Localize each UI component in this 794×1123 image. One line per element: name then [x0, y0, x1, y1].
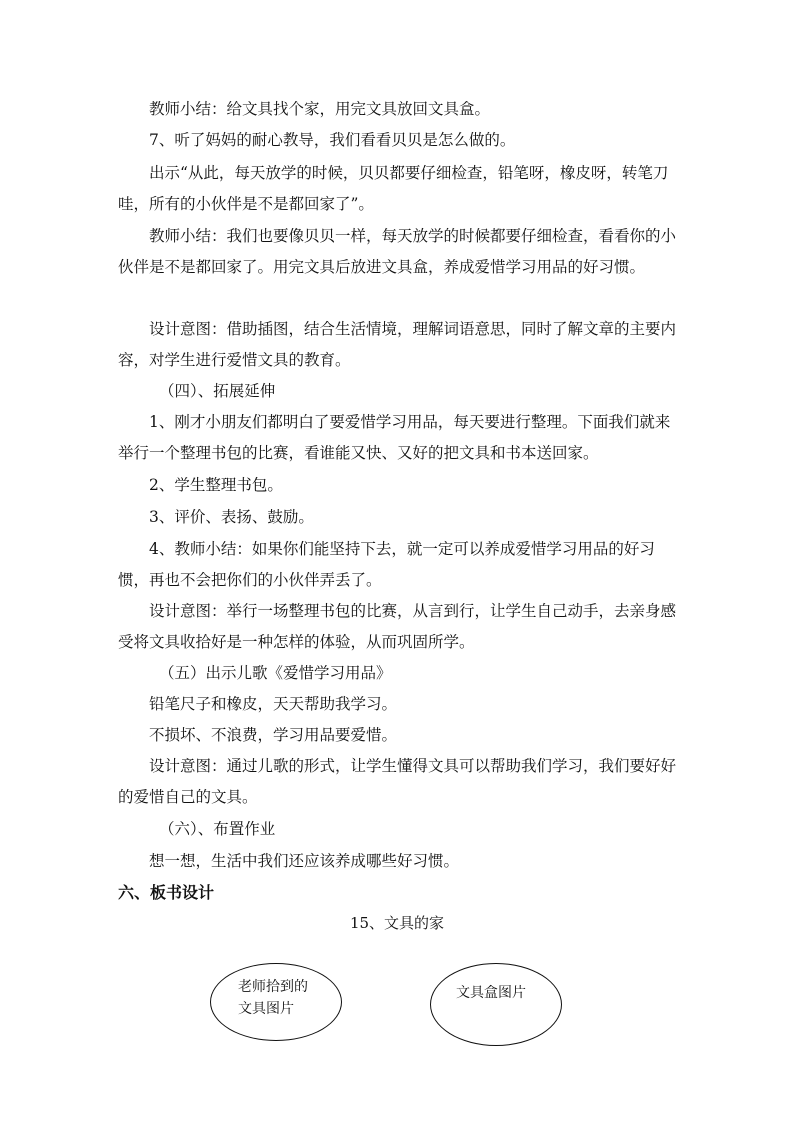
section-heading: 六、板书设计: [118, 883, 215, 902]
right-oval: [430, 963, 562, 1046]
subsection-extension: （四）、拓展延伸: [159, 382, 276, 400]
extension-item-4: 4、教师小结：如果你们能坚持下去，就一定可以养成爱惜学习用品的好习惯，再也不会把你们的小伙伴弄丢了。: [118, 540, 655, 589]
extension-item-3: 3、评价、表扬、鼓励。: [149, 508, 314, 526]
right-oval-text: 文具盒图片: [456, 985, 526, 1001]
design-intent-2: 设计意图：举行一场整理书包的比赛，从言到行，让学生自己动手，去亲身感受将文具收拾好是一种怎样的体验，从而巩固所学。: [118, 602, 677, 651]
design-intent-1: 设计意图：借助插图，结合生活情境，理解词语意思，同时了解文章的主要内容，对学生进行爱惜文具的教育。: [118, 320, 677, 369]
extension-item-1: 1、刚才小朋友们都明白了要爱惜学习用品，每天要进行整理。下面我们就来举行一个整理书包的比赛，看谁能又快、又好的把文具和书本送回家。: [118, 413, 671, 462]
left-oval-line-2: 文具图片: [238, 1001, 294, 1017]
teacher-summary-2: 教师小结：我们也要像贝贝一样，每天放学的时候都要仔细检查，看看你的小伙伴是不是都回家了。用完文具后放进文具盒，养成爱惜学习用品的好习惯。: [118, 227, 677, 276]
show-quote: 出示“从此，每天放学的时候，贝贝都要仔细检查，铅笔呀，橡皮呀，转笔刀哇，所有的小伙伴是不是都回家了”。: [118, 164, 669, 213]
song-line-1: 铅笔尺子和橡皮，天天帮助我学习。: [149, 695, 398, 713]
left-oval-line-1: 老师拾到的: [238, 979, 308, 995]
step-7: 7、听了妈妈的耐心教导，我们看看贝贝是怎么做的。: [149, 131, 516, 149]
board-title: 15、文具的家: [349, 914, 445, 932]
teacher-summary-1: 教师小结：给文具找个家，用完文具放回文具盒。: [149, 100, 491, 118]
subsection-song: （五）出示儿歌《爱惜学习用品》: [159, 664, 392, 682]
extension-item-2: 2、学生整理书包。: [149, 476, 283, 494]
design-intent-3: 设计意图：通过儿歌的形式，让学生懂得文具可以帮助我们学习，我们要好好的爱惜自己的文具。: [118, 757, 677, 806]
song-line-2: 不损坏、不浪费，学习用品要爱惜。: [149, 726, 398, 744]
subsection-homework: （六）、布置作业: [159, 820, 276, 838]
homework-text: 想一想，生活中我们还应该养成哪些好习惯。: [149, 852, 460, 870]
